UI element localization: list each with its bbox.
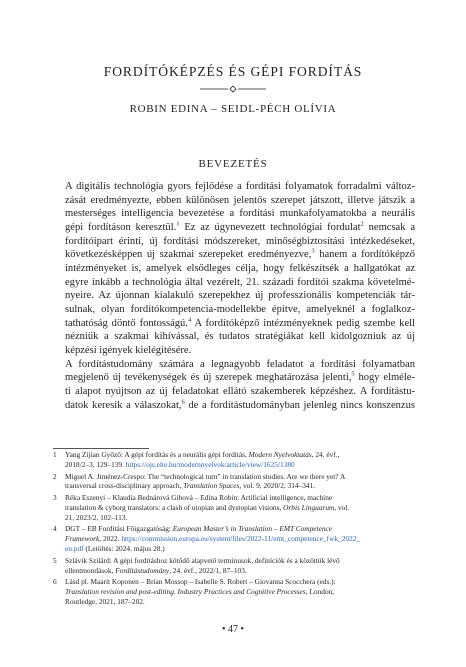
footnote-ref: 2 bbox=[360, 220, 364, 228]
footnote-line: Szlávik Szilárd: A gépi fordításhoz kötődő alapvető terminusok, definíciók és a közöttük lévő bbox=[65, 555, 340, 565]
body-line: intézményeket is, amelyek elsődleges célja, hogy felkészítsék a hallgatókat az bbox=[65, 262, 415, 274]
footnote-ref: 6 bbox=[181, 397, 185, 405]
footnote-2 bbox=[53, 472, 415, 492]
body-line: gépi fordításon keresztül.$^1$ Ez az úgynevezett technológiai fordulat$^2$ nemcsak a bbox=[65, 220, 416, 233]
footnote-link[interactable]: https://ojs.elte.hu/modernnyelvok/article/view/1625/1380 bbox=[125, 459, 295, 469]
body-line: ti alapot nyújtson az új feladatokat ellátó szakemberek képzéshez. A fordítástu- bbox=[65, 385, 415, 397]
footnote-6 bbox=[53, 577, 415, 607]
footnote-line: Yang Zijian Győző: A gépi fordítás és a neurális gépi fordítás, Modern Nyelvoktatás, 24. évf., bbox=[65, 450, 340, 459]
body-line: fordítóipart érinti, új fordítási módszereket, minőségbiztosítási intézkedéseket, bbox=[65, 235, 415, 247]
body-line: képzési igények kielégítésére. bbox=[65, 344, 192, 356]
body-line: nézniük a szakmai kihívással, és tudatos stratégiákat kell kidolgozniuk az új bbox=[65, 331, 415, 343]
footnotes bbox=[53, 450, 415, 609]
footnote-line: DGT – EB Fordítási Főigazgatóság: European Master’s in Translation – EMT Competence bbox=[65, 524, 333, 534]
footnote-line: en.pdf (Letöltés: 2024. május 28.) bbox=[65, 544, 165, 554]
footnote-line: Miguel A. Jiménez-Crespo: The “technological turn” in translation studies. Are we there yet? A bbox=[65, 471, 346, 481]
body-line: nyeire. Az újonnan kialakuló szerepekhez új professzionális kompetenciák tár- bbox=[65, 290, 415, 302]
footnote-ref: 4 bbox=[187, 316, 192, 324]
page-number: • 47 • bbox=[221, 624, 244, 635]
footnote-line: ellentmondások, Fordítástudomány, 24. évf., 2022/1, 87–103. bbox=[65, 565, 247, 575]
article-title: FORDÍTÓKÉPZÉS ÉS GÉPI FORDÍTÁS bbox=[103, 64, 363, 79]
footnote-number: 4 bbox=[53, 524, 57, 534]
footnote-ref: 1 bbox=[176, 220, 180, 228]
footnote-1 bbox=[53, 450, 415, 470]
footnote-number: 6 bbox=[53, 577, 57, 587]
footnote-number: 3 bbox=[53, 493, 57, 502]
footnote-link[interactable]: https://commission.europa.eu/system/files/2022-11/emt_competence_fwk_2022_ bbox=[121, 534, 361, 544]
body-line: megjelenő új tevékenységek és új szerepek meghatározása jelenti,$^5$ hogy elméle- bbox=[65, 370, 415, 384]
footnote-ref: 5 bbox=[351, 370, 355, 378]
footnote-line: Framework, 2022. https://commission.europa.eu/system/files/2022-11/emt_competence_fwk_2022_ bbox=[65, 534, 361, 544]
footnote-link[interactable]: en.pdf bbox=[65, 544, 84, 554]
footnote-line: 2018/2–3, 129–139. https://ojs.elte.hu/modernnyelvok/article/view/1625/1380 bbox=[65, 459, 295, 469]
body-line: tathatóság döntő fontosságú.$^4$ A fordítóképző intézményeknek pedig szembe kell bbox=[65, 316, 415, 329]
body-line: zását eredményezte, ebben különösen jelentős szerepet játszott, illetve játszik a bbox=[65, 194, 415, 206]
body-line: A digitális technológia gyors fejlődése a fordítási folyamatok forradalmi változ- bbox=[65, 181, 415, 192]
footnote-line: translation & cyborg translators: a clash of utopian and dystopian visions, Orbis Linguarum, vol. bbox=[65, 502, 350, 512]
paragraph-1 bbox=[53, 180, 415, 358]
footnote-ref: 3 bbox=[311, 247, 315, 255]
body-line: sulnak, olyan fordítókompetencia-modellekbe építve, amelyeknél a foglalkoz- bbox=[65, 303, 415, 315]
body-line: datok keresik a válaszokat,$^6$ de a fordítástudományban jelenleg nincs konszenzus bbox=[65, 397, 415, 411]
footnote-4 bbox=[53, 524, 415, 554]
footnote-divider bbox=[53, 448, 149, 449]
footnote-number: 5 bbox=[53, 555, 57, 565]
body-line: egyre inkább a technológia által vezérelt, 21. századi fordítói szakma követelmé- bbox=[65, 276, 415, 288]
body-line: A fordítástudomány számára a legnagyobb feladatot a fordítási folyamatban bbox=[65, 358, 415, 370]
section-heading: BEVEZETÉS bbox=[198, 158, 268, 170]
footnote-3 bbox=[53, 493, 415, 523]
body-line: következésképpen új szakmai szerepeket eredményezve,$^3$ hanem a fordítóképző bbox=[65, 247, 416, 261]
footnote-line: Routledge, 2021, 187–202. bbox=[65, 597, 145, 607]
footnote-number: 1 bbox=[53, 450, 57, 459]
paragraph-2 bbox=[53, 358, 415, 413]
body-line: mesterséges intelligencia bevezetése a fordítási munkafolyamatokba a neurális bbox=[65, 208, 415, 220]
body-text bbox=[53, 180, 415, 412]
footnote-line: Translation revision and post-editing. Industry Practices and Cognitive Processes, London, bbox=[65, 587, 335, 597]
footnote-line: Lásd pl. Maarit Koponen – Brian Mossop – Isabelle S. Robert – Giovanna Scocchera (eds.): bbox=[65, 577, 336, 587]
title-ornament bbox=[198, 84, 268, 94]
footnote-number: 2 bbox=[53, 471, 57, 481]
footnote-5 bbox=[53, 556, 415, 576]
footnote-line: 21, 2023/2, 102–113. bbox=[65, 512, 128, 522]
footnote-line: Réka Eszenyi – Klaudia Bednárová Gibová – Edina Robin: Artificial intelligence, machine bbox=[65, 493, 333, 502]
article-authors: ROBIN EDINA – SEIDL-PÉCH OLÍVIA bbox=[129, 103, 337, 115]
footnote-line: transversal cross-disciplinary approach, Translation Spaces, vol. 9, 2020/2, 314–341. bbox=[65, 481, 316, 491]
